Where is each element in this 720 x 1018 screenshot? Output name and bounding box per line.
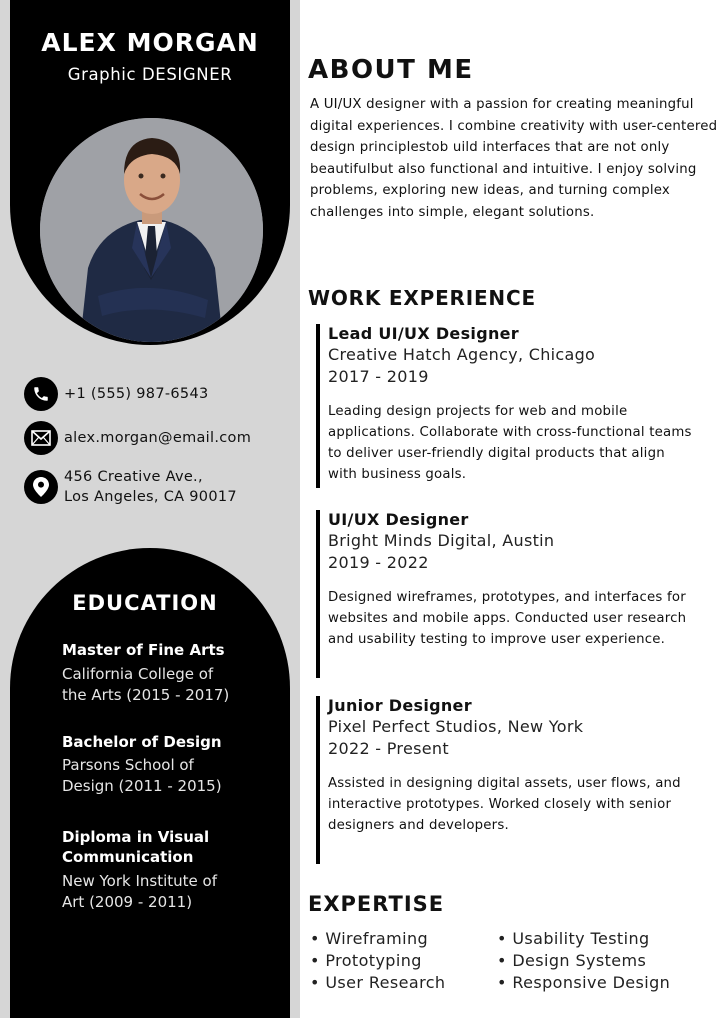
education-school xyxy=(62,871,282,913)
work-title: WORK EXPERIENCE xyxy=(308,286,536,310)
school-line: the Arts (2015 - 2017) xyxy=(62,686,230,704)
school-line: Art (2009 - 2011) xyxy=(62,893,193,911)
job-company: Bright Minds Digital, Austin xyxy=(328,531,555,550)
job-title: Lead UI/UX Designer xyxy=(328,324,519,343)
about-title: ABOUT ME xyxy=(308,55,474,85)
person-name: ALEX MORGAN xyxy=(41,28,259,57)
education-degree xyxy=(62,827,282,867)
degree-line: Communication xyxy=(62,848,194,866)
expertise-column-1 xyxy=(310,928,445,994)
person-photo-icon xyxy=(40,118,263,342)
skill-item: • User Research xyxy=(310,973,446,992)
job-title: UI/UX Designer xyxy=(328,510,469,529)
job-years: 2017 - 2019 xyxy=(328,367,429,386)
job-company: Pixel Perfect Studios, New York xyxy=(328,717,584,736)
job-years: 2019 - 2022 xyxy=(328,553,429,572)
expertise-title: EXPERTISE xyxy=(308,892,445,916)
job-description: Designed wireframes, prototypes, and interfaces for websites and mobile apps. Conducted user research and usability testing to improve user experience. xyxy=(328,590,687,647)
about-text: A UI/UX designer with a passion for creating meaningful digital experiences. I combine creativity with user-centered design principlestob uild interfaces that are not only beautifulbut also functional and intuitive. I enjoy solving problems, exploring new ideas, and turning complex challenges into simple, elegant solutions. xyxy=(310,97,718,220)
location-pin-icon xyxy=(24,470,58,504)
job-company: Creative Hatch Agency, Chicago xyxy=(328,345,596,364)
skill-item: • Responsive Design xyxy=(497,973,671,992)
contact-phone xyxy=(24,377,209,411)
school-line: California College of xyxy=(62,665,214,683)
school-line: New York Institute of xyxy=(62,872,217,890)
education-school xyxy=(62,664,282,706)
skill-item: • Design Systems xyxy=(497,951,647,970)
degree-line: Diploma in Visual xyxy=(62,828,210,846)
contact-address xyxy=(24,467,237,507)
expertise-column-2 xyxy=(497,928,670,994)
person-role: Graphic DESIGNER xyxy=(67,65,233,84)
school-line: Parsons School of xyxy=(62,756,194,774)
address-text xyxy=(64,467,237,507)
phone-icon xyxy=(24,377,58,411)
job-title: Junior Designer xyxy=(328,696,472,715)
education-degree: Master of Fine Arts xyxy=(62,641,225,659)
education-school xyxy=(62,755,282,797)
school-line: Design (2011 - 2015) xyxy=(62,777,222,795)
job-entry xyxy=(316,696,698,864)
profile-photo xyxy=(40,118,263,342)
skill-item: • Usability Testing xyxy=(497,929,650,948)
job-description: Assisted in designing digital assets, user flows, and interactive prototypes. Worked closely with senior designers and developers. xyxy=(328,776,681,833)
address-line-1: 456 Creative Ave., xyxy=(64,469,203,485)
phone-text: +1 (555) 987-6543 xyxy=(64,386,209,402)
job-entry xyxy=(316,324,698,488)
job-description: Leading design projects for web and mobile applications. Collaborate with cross-functional teams to deliver user-friendly digital products that align with business goals. xyxy=(328,404,692,482)
email-text: alex.morgan@email.com xyxy=(64,430,252,446)
skill-item: • Wireframing xyxy=(310,929,429,948)
education-degree: Bachelor of Design xyxy=(62,733,222,751)
job-years: 2022 - Present xyxy=(328,739,449,758)
skill-item: • Prototyping xyxy=(310,951,422,970)
address-line-2: Los Angeles, CA 90017 xyxy=(64,489,237,505)
education-title: EDUCATION xyxy=(72,591,218,615)
envelope-icon xyxy=(24,421,58,455)
contact-email xyxy=(24,421,251,455)
job-entry xyxy=(316,510,698,678)
